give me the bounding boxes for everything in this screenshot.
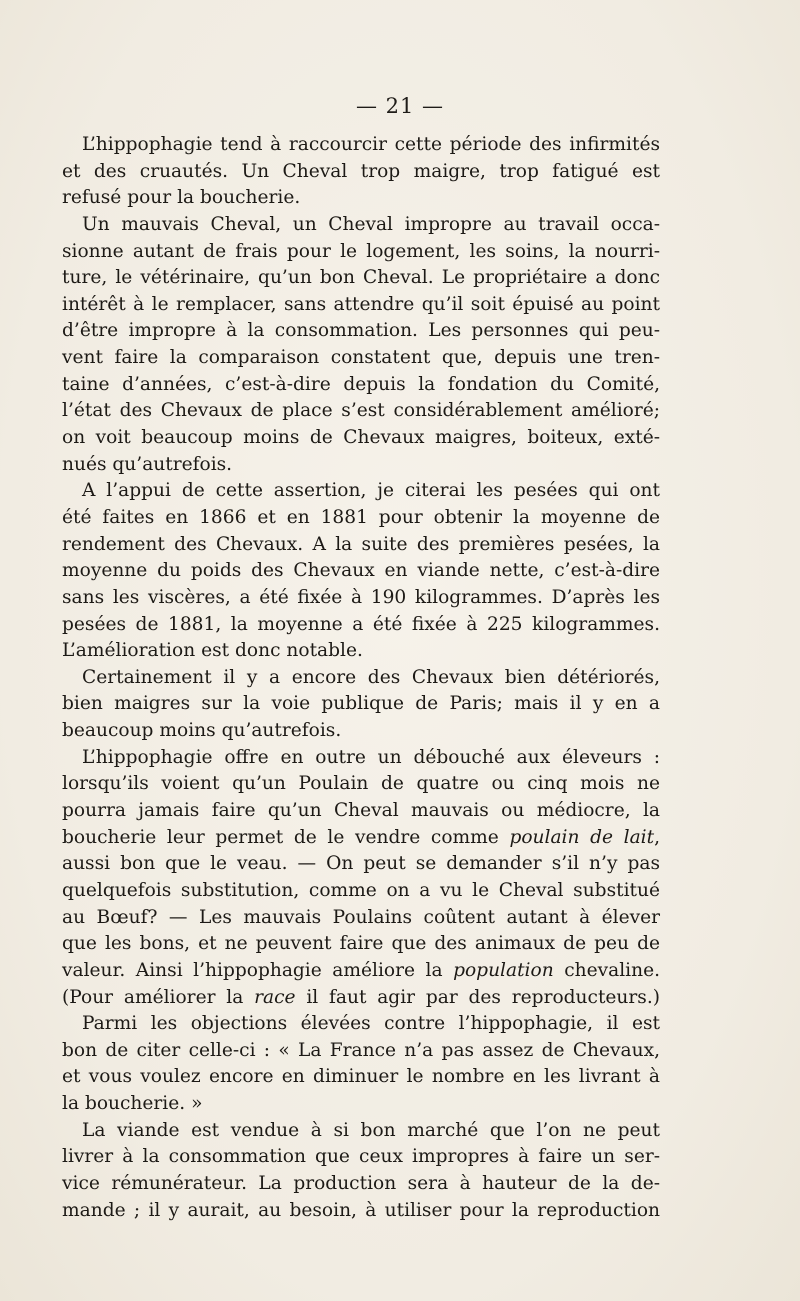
text-line: on voit beaucoup moins de Chevaux maigres, boiteux, exté-: [62, 427, 660, 449]
italic-term: poulain de lait: [509, 826, 655, 848]
text-line: beaucoup moins qu’autrefois.: [62, 720, 342, 742]
text-line-mixed: [62, 825, 660, 852]
text-fragment: ,: [654, 826, 660, 848]
page-number: — 21 —: [355, 94, 445, 118]
text-line-mixed: [62, 985, 660, 1012]
text-line: refusé pour la boucherie.: [62, 187, 301, 209]
text-fragment: chevaline.: [553, 959, 660, 981]
text-fragment: (Pour améliorer la: [62, 986, 244, 1008]
text-line: que les bons, et ne peuvent faire que des animaux de peu de: [62, 933, 660, 955]
text-fragment: valeur. Ainsi l’hippophagie améliore la: [62, 959, 443, 981]
text-line: sans les viscères, a été fixée à 190 kilogrammes. D’après les: [62, 586, 660, 608]
text-line: d’être impropre à la consommation. Les personnes qui peu-: [62, 320, 660, 342]
text-line: mande ; il y aurait, au besoin, à utiliser pour la reproduction: [62, 1199, 660, 1221]
text-line: vice rémunérateur. La production sera à hauteur de la de-: [62, 1172, 660, 1194]
text-line: sionne autant de frais pour le logement, les soins, la nourri-: [62, 240, 660, 262]
text-line: nués qu’autrefois.: [62, 453, 233, 475]
text-line: bien maigres sur la voie publique de Paris; mais il y en a: [62, 693, 660, 715]
text-line: la boucherie. »: [62, 1093, 203, 1115]
text-line: livrer à la consommation que ceux impropres à faire un ser-: [62, 1146, 660, 1168]
text-line-mixed: [62, 958, 660, 985]
text-line: A l’appui de cette assertion, je citerai les pesées qui ont: [82, 480, 660, 502]
text-line: Certainement il y a encore des Chevaux bien détériorés,: [82, 666, 660, 688]
text-line: vent faire la comparaison constatent que, depuis une tren-: [62, 347, 660, 369]
text-line: et des cruautés. Un Cheval trop maigre, trop fatigué est: [62, 160, 660, 182]
text-line: moyenne du poids des Chevaux en viande nette, c’est-à-dire: [62, 560, 660, 582]
text-line: Un mauvais Cheval, un Cheval impropre au travail occa-: [82, 213, 660, 235]
text-fragment: boucherie leur permet de le vendre comme: [62, 826, 499, 848]
text-line: L’amélioration est donc notable.: [62, 640, 363, 662]
text-line: aussi bon que le veau. — On peut se demander s’il n’y pas: [62, 853, 660, 875]
text-line: ture, le vétérinaire, qu’un bon Cheval. Le propriétaire a donc: [62, 267, 660, 289]
text-line: bon de citer celle-ci : « La France n’a pas assez de Chevaux,: [62, 1039, 660, 1061]
italic-term: population: [453, 959, 554, 981]
text-line: taine d’années, c’est-à-dire depuis la fondation du Comité,: [62, 373, 660, 395]
text-line: été faites en 1866 et en 1881 pour obtenir la moyenne de: [62, 506, 660, 528]
text-line: quelquefois substitution, comme on a vu le Cheval substitué: [62, 879, 660, 901]
text-line: au Bœuf? — Les mauvais Poulains coûtent autant à élever: [62, 906, 660, 928]
text-line: intérêt à le remplacer, sans attendre qu’il soit épuisé au point: [62, 293, 660, 315]
italic-term: race: [254, 986, 296, 1008]
text-fragment: il faut agir par des reproducteurs.): [295, 986, 660, 1008]
text-line: L’hippophagie offre en outre un débouché aux éleveurs :: [82, 746, 660, 768]
text-line: rendement des Chevaux. A la suite des premières pesées, la: [62, 533, 660, 555]
text-line: l’état des Chevaux de place s’est considérablement amélioré;: [62, 400, 660, 422]
text-line: pourra jamais faire qu’un Cheval mauvais ou médiocre, la: [62, 800, 660, 822]
text-line: lorsqu’ils voient qu’un Poulain de quatre ou cinq mois ne: [62, 773, 660, 795]
text-line: L’hippophagie tend à raccourcir cette période des infirmités: [82, 134, 660, 155]
text-line: La viande est vendue à si bon marché que l’on ne peut: [82, 1119, 660, 1141]
body-text: [62, 132, 660, 1224]
text-line: et vous voulez encore en diminuer le nombre en les livrant à: [62, 1066, 660, 1088]
text-line: Parmi les objections élevées contre l’hippophagie, il est: [82, 1013, 660, 1035]
text-line: pesées de 1881, la moyenne a été fixée à 225 kilogrammes.: [62, 613, 660, 635]
